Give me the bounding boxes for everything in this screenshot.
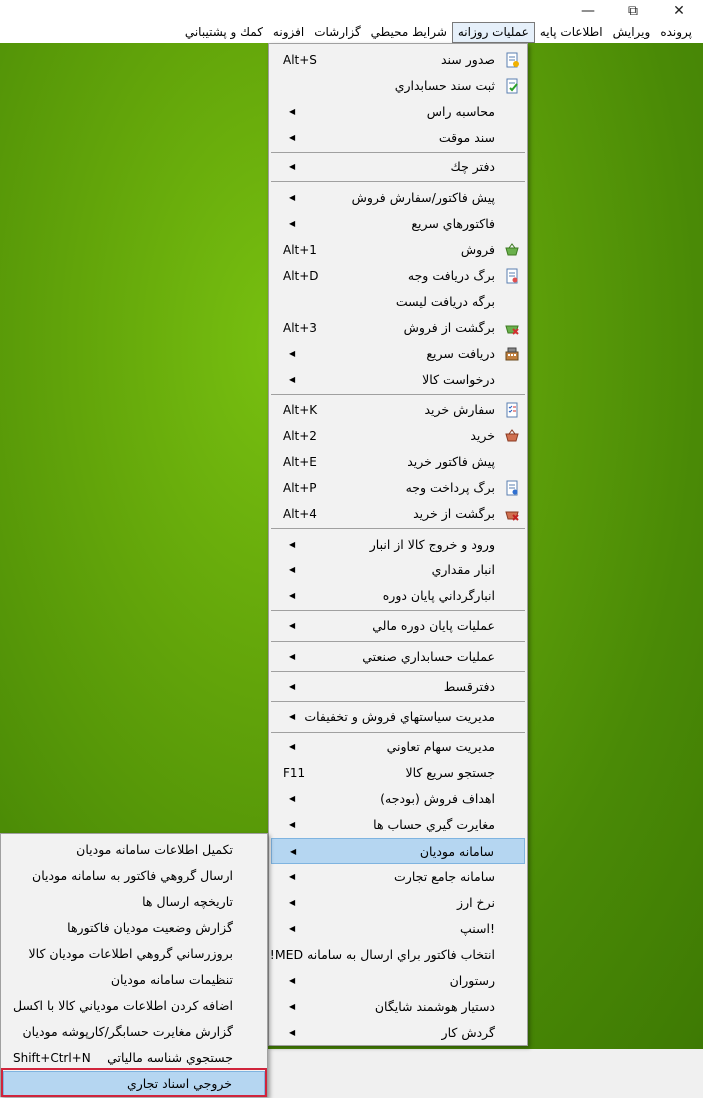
maximize-button[interactable]: ⧉ xyxy=(628,3,638,19)
menu-daily-operations[interactable]: عمليات روزانه xyxy=(452,22,535,43)
menu-item-quantity-warehouse[interactable] xyxy=(271,557,525,583)
submenu-arrow-icon: ◀ xyxy=(289,872,296,881)
submenu-arrow-icon: ◀ xyxy=(289,591,296,600)
submenu-arrow-icon: ◀ xyxy=(289,540,296,549)
menu-item-label: !اسنپ xyxy=(459,921,495,936)
minimize-button[interactable]: — xyxy=(581,3,595,19)
menu-item-label: دستيار هوشمند شايگان xyxy=(374,999,495,1014)
menu-item-label: اهداف فروش (بودجه) xyxy=(380,791,495,806)
menu-item-account-reconciliation[interactable] xyxy=(271,812,525,838)
basket-green-icon xyxy=(504,242,520,258)
menu-item-label: پيش فاكتور/سفارش فروش xyxy=(351,190,495,205)
daily-operations-menu xyxy=(268,43,528,1046)
menu-separator xyxy=(271,671,525,672)
menu-addons[interactable]: افزونه xyxy=(272,25,305,39)
menu-item-restaurant[interactable] xyxy=(271,968,525,994)
shortcut-text: Alt+P xyxy=(283,481,317,495)
menu-item-workflow[interactable] xyxy=(271,1020,525,1046)
menu-separator xyxy=(271,528,525,529)
menu-item-quick-invoices[interactable] xyxy=(271,211,525,237)
submenu-item-reconciliation-report[interactable] xyxy=(3,1019,265,1045)
menu-item-label: عمليات پايان دوره مالي xyxy=(372,618,495,633)
submenu-arrow-icon: ◀ xyxy=(289,349,296,358)
submenu-item-moadian-settings[interactable] xyxy=(3,967,265,993)
menu-item-label: انبار مقداري xyxy=(431,562,495,577)
basket-cancel-icon xyxy=(504,506,520,522)
menu-item-label: عمليات حسابداري صنعتي xyxy=(362,649,495,664)
menu-item-label: پيش فاكتور خريد xyxy=(407,454,495,469)
menu-item-payment-voucher[interactable] xyxy=(271,475,525,501)
menu-item-moadian-system[interactable] xyxy=(271,838,525,864)
menu-item-label: دريافت سريع xyxy=(426,346,495,361)
submenu-arrow-icon: ◀ xyxy=(289,712,296,721)
submenu-arrow-icon: ◀ xyxy=(289,924,296,933)
menu-item-label: جستجو سريع كالا xyxy=(405,765,495,780)
menu-item-label: سفارش خريد xyxy=(424,402,495,417)
menu-item-label: انبارگرداني پايان دوره xyxy=(382,588,495,603)
menu-item-sales[interactable] xyxy=(271,237,525,263)
basket-red-icon xyxy=(504,428,520,444)
menu-item-label: بروزرساني گروهي اطلاعات موديان كالا xyxy=(28,946,233,961)
menu-item-label: ارسال گروهي فاكتور به سامانه موديان xyxy=(32,868,233,883)
menu-item-label: گزارش مغايرت حسابگر/كارپوشه موديان xyxy=(22,1024,233,1039)
submenu-arrow-icon: ◀ xyxy=(289,133,296,142)
shortcut-text: F11 xyxy=(283,766,306,780)
submenu-arrow-icon: ◀ xyxy=(290,847,297,856)
menu-item-receipt-voucher[interactable] xyxy=(271,263,525,289)
menu-separator xyxy=(271,641,525,642)
menu-item-label: فروش xyxy=(460,242,495,257)
menu-item-exchange-rate[interactable] xyxy=(271,890,525,916)
shortcut-text: Shift+Ctrl+N xyxy=(13,1051,91,1065)
menu-edit[interactable]: ويرايش xyxy=(612,25,651,39)
menu-base-info[interactable]: اطلاعات پايه xyxy=(539,25,603,39)
menu-item-issue-document[interactable] xyxy=(271,47,525,73)
menu-item-temporary-document[interactable] xyxy=(271,125,525,151)
menu-item-register-accounting-document[interactable] xyxy=(271,73,525,99)
shortcut-text: Alt+K xyxy=(283,403,318,417)
menu-item-label: سامانه موديان xyxy=(419,844,494,859)
menu-item-quick-goods-search[interactable] xyxy=(271,760,525,786)
cash-register-icon xyxy=(504,346,520,362)
menu-environment[interactable]: شرايط محيطي xyxy=(370,25,447,39)
menu-item-label: ورود و خروج كالا از انبار xyxy=(369,537,495,552)
menu-item-goods-request[interactable] xyxy=(271,367,525,393)
menu-item-purchase-order[interactable] xyxy=(271,397,525,423)
menu-item-smart-assistant[interactable] xyxy=(271,994,525,1020)
menu-item-proforma-sales-order[interactable] xyxy=(271,185,525,211)
menu-item-purchase[interactable] xyxy=(271,423,525,449)
menu-separator xyxy=(271,732,525,733)
shortcut-text: Alt+E xyxy=(283,455,317,469)
menu-item-sales-return[interactable] xyxy=(271,315,525,341)
menu-item-label: مغايرت گيري حساب ها xyxy=(373,817,495,832)
menu-item-installment-book[interactable] xyxy=(271,674,525,700)
submenu-arrow-icon: ◀ xyxy=(289,1028,296,1037)
menu-item-label: جستجوي شناسه مالياتي xyxy=(107,1050,233,1065)
menu-item-label: دفتر چك xyxy=(450,159,495,174)
shortcut-text: Alt+4 xyxy=(283,507,317,521)
moadian-submenu xyxy=(0,833,268,1097)
submenu-arrow-icon: ◀ xyxy=(289,565,296,574)
menu-item-due-calculation[interactable] xyxy=(271,99,525,125)
menu-item-label: سند موقت xyxy=(438,130,495,145)
menu-item-label: خريد xyxy=(470,428,495,443)
submenu-item-invoice-status-report[interactable] xyxy=(3,915,265,941)
menu-item-label: تاريخچه ارسال ها xyxy=(142,894,233,909)
menu-item-label: محاسبه راس xyxy=(426,104,495,119)
submenu-arrow-icon: ◀ xyxy=(289,794,296,803)
menu-separator xyxy=(271,181,525,182)
menu-item-cooperative-shares[interactable] xyxy=(271,734,525,760)
menu-item-label: انتخاب فاكتور براي ارسال به سامانه MED! xyxy=(269,947,495,962)
menu-item-period-end-inventory[interactable] xyxy=(271,583,525,609)
submenu-arrow-icon: ◀ xyxy=(289,652,296,661)
close-button[interactable]: ✕ xyxy=(673,3,685,19)
menu-item-quick-receive[interactable] xyxy=(271,341,525,367)
submenu-arrow-icon: ◀ xyxy=(289,193,296,202)
menu-item-purchase-proforma[interactable] xyxy=(271,449,525,475)
menu-item-select-invoice-med[interactable] xyxy=(271,942,525,968)
document-new-icon xyxy=(504,52,520,68)
submenu-item-complete-moadian-info[interactable] xyxy=(3,837,265,863)
submenu-arrow-icon: ◀ xyxy=(289,976,296,985)
menu-item-trade-system[interactable] xyxy=(271,864,525,890)
menu-item-snapp[interactable] xyxy=(271,916,525,942)
menu-item-sales-goals[interactable] xyxy=(271,786,525,812)
submenu-item-bulk-send-invoices[interactable] xyxy=(3,863,265,889)
menu-item-label: سامانه جامع تجارت xyxy=(394,869,495,884)
menu-item-label: مديريت سهام تعاوني xyxy=(386,739,495,754)
menu-reports[interactable]: گزارشات xyxy=(314,25,361,39)
submenu-arrow-icon: ◀ xyxy=(289,375,296,384)
menu-item-label: تكميل اطلاعات سامانه موديان xyxy=(76,842,233,857)
submenu-item-tax-id-search[interactable] xyxy=(3,1045,265,1071)
shortcut-text: Alt+1 xyxy=(283,243,317,257)
submenu-arrow-icon: ◀ xyxy=(289,107,296,116)
menu-item-label: برگه دريافت ليست xyxy=(395,294,495,309)
submenu-arrow-icon: ◀ xyxy=(289,162,296,171)
menu-bar xyxy=(0,22,703,43)
menu-separator xyxy=(271,701,525,702)
submenu-item-send-history[interactable] xyxy=(3,889,265,915)
basket-return-icon xyxy=(504,320,520,336)
menu-file[interactable]: پرونده xyxy=(660,25,692,39)
shortcut-text: Alt+D xyxy=(283,269,319,283)
menu-item-label: دفترقسط xyxy=(443,679,495,694)
menu-item-sales-policy-management[interactable] xyxy=(271,704,525,730)
menu-separator xyxy=(271,394,525,395)
menu-item-label: خروجي اسناد تجاري xyxy=(126,1076,232,1091)
menu-item-label: گزارش وضعيت موديان فاكتورها xyxy=(67,920,233,935)
submenu-arrow-icon: ◀ xyxy=(289,219,296,228)
shortcut-text: Alt+S xyxy=(283,53,317,67)
menu-item-label: نرخ ارز xyxy=(457,895,495,910)
menu-item-industrial-accounting[interactable] xyxy=(271,644,525,670)
menu-item-label: تنظيمات سامانه موديان xyxy=(110,972,233,987)
submenu-arrow-icon: ◀ xyxy=(289,1002,296,1011)
menu-item-label: برگشت از خريد xyxy=(413,506,495,521)
menu-item-label: برگ دريافت وجه xyxy=(407,268,495,283)
payment-doc-icon xyxy=(504,480,520,496)
checklist-icon xyxy=(504,402,520,418)
menu-item-checkbook[interactable] xyxy=(271,154,525,180)
submenu-item-trade-documents-export[interactable] xyxy=(3,1071,265,1096)
menu-item-label: برگ پرداخت وجه xyxy=(405,480,495,495)
submenu-arrow-icon: ◀ xyxy=(289,898,296,907)
submenu-arrow-icon: ◀ xyxy=(289,682,296,691)
submenu-item-bulk-update-goods-info[interactable] xyxy=(3,941,265,967)
menu-separator xyxy=(271,610,525,611)
menu-item-label: ثبت سند حسابداري xyxy=(394,78,495,93)
submenu-arrow-icon: ◀ xyxy=(289,820,296,829)
menu-item-label: مديريت سياستهاي فروش و تخفيفات xyxy=(304,709,495,724)
shortcut-text: Alt+2 xyxy=(283,429,317,443)
submenu-arrow-icon: ◀ xyxy=(289,621,296,630)
shortcut-text: Alt+3 xyxy=(283,321,317,335)
receipt-icon xyxy=(504,268,520,284)
menu-item-purchase-return[interactable] xyxy=(271,501,525,527)
submenu-arrow-icon: ◀ xyxy=(289,742,296,751)
menu-item-warehouse-in-out[interactable] xyxy=(271,532,525,558)
submenu-item-add-goods-info-excel[interactable] xyxy=(3,993,265,1019)
menu-item-label: رستوران xyxy=(449,973,495,988)
menu-item-label: درخواست كالا xyxy=(422,372,495,387)
menu-separator xyxy=(271,152,525,153)
menu-item-label: اضافه كردن اطلاعات مودياني كالا با اكسل xyxy=(12,998,233,1013)
title-bar xyxy=(0,0,703,22)
menu-item-label: صدور سند xyxy=(440,52,495,67)
menu-item-receipt-list[interactable] xyxy=(271,289,525,315)
menu-item-label: برگشت از فروش xyxy=(403,320,495,335)
menu-item-label: گردش كار xyxy=(441,1025,495,1040)
document-check-icon xyxy=(504,78,520,94)
menu-help-support[interactable]: كمك و پشتيباني xyxy=(184,25,263,39)
menu-item-fiscal-period-end[interactable] xyxy=(271,613,525,639)
menu-item-label: فاكتورهاي سريع xyxy=(411,216,495,231)
